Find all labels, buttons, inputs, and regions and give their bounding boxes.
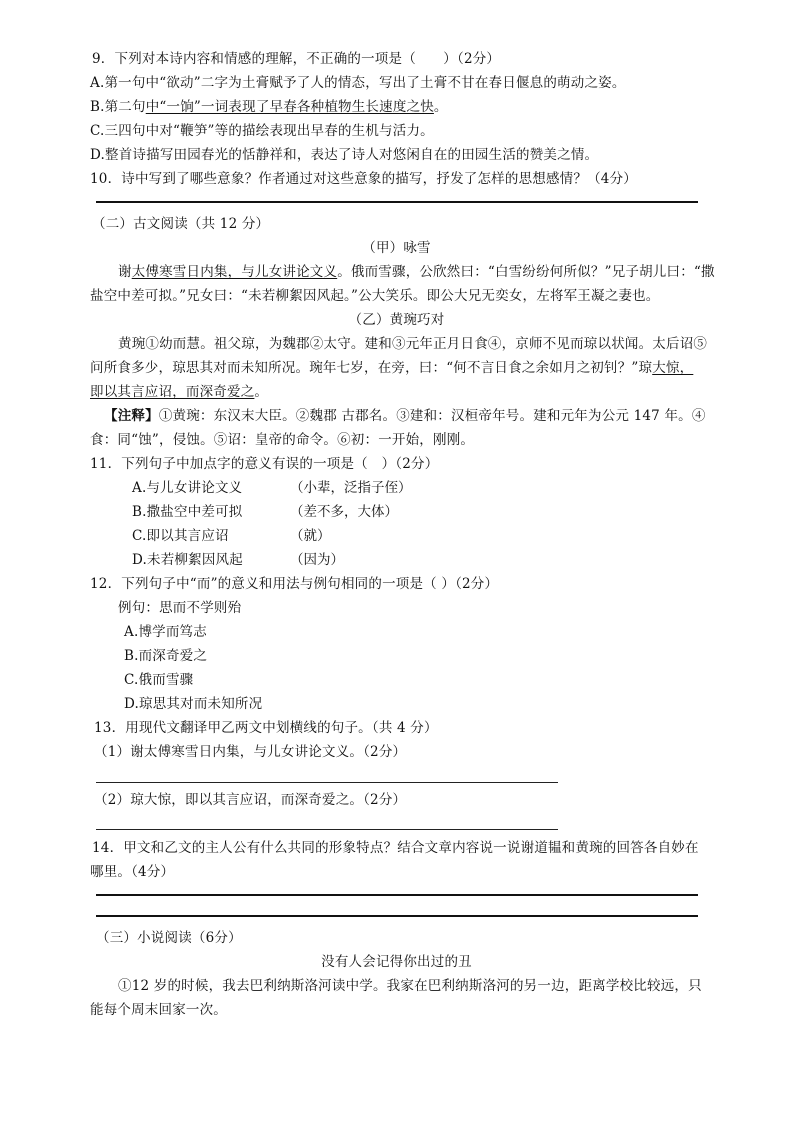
jia-title: （甲）咏雪 [362,240,431,256]
q9-option-c: C.三四句中对“鞭笋”等的描绘表现出早春的生机与活力。 [90,123,434,139]
yi-paragraph-line-2 [90,359,693,377]
q9-option-b-suffix: 。 [433,99,448,115]
q13-stem: 13．用现代文翻译甲乙两文中划横线的句子。（共 4 分） [94,720,438,736]
q9-option-a: A.第一句中“欲动”二字为土膏赋予了人的情态，写出了土膏不甘在春日偃息的萌动之姿。 [90,75,626,91]
q12-example: 例句：思而不学则殆 [118,600,242,616]
jia-line-1-suffix: 。俄而雪骤，公欣然曰：“白雪纷纷何所似？”兄子胡儿曰：“撒 [337,264,715,280]
q11-option-a-gloss: （小辈，泛指子侄） [290,480,412,496]
q9-option-b [90,98,448,116]
story-paragraph-1-line-2: 能每个周末回家一次。 [90,1002,227,1018]
q11-option-c: C.即以其言应诏 [132,528,229,544]
yi-underlined-sentence: 即以其言应诏，而深奇爱之 [90,384,255,400]
q14-answer-line-2 [96,915,698,917]
yi-line-3-suffix: 。 [254,384,269,400]
q12-option-c: C.俄而雪骤 [124,672,194,688]
q12-option-a: A.博学而笃志 [124,624,207,640]
jia-line-1-prefix: 谢 [118,264,132,280]
q13-part-2-answer-line [96,829,558,830]
jia-underlined-sentence: 太傅寒雪日内集，与儿女讲论文义 [131,264,338,280]
q13-part-1-answer-line [96,782,558,783]
q11-option-c-gloss: （就） [290,528,331,544]
yi-title: （乙）黄琬巧对 [348,312,445,328]
q13-part-1: （1）谢太傅寒雪日内集，与儿女讲论文义。（2分） [94,744,407,760]
q9-option-b-underlined: 中“一饷”一词表现了早春各种植物生长速度之快 [145,99,434,115]
q13-part-2: （2）琼大惊，即以其言应诏，而深奇爱之。（2分） [94,792,407,808]
q9-stem: 9．下列对本诗内容和情感的理解，不正确的一项是（ ）（2分） [92,51,501,67]
yi-paragraph-line-1: 黄琬①幼而慧。祖父琼，为魏郡②太守。建和③元年正月日食④，京师不见而琼以状闻。太后诏⑤ [118,336,708,352]
q11-option-b: B.撒盐空中差可拟 [132,504,243,520]
q14-answer-line-1 [96,894,698,896]
q11-option-b-gloss: （差不多，大体） [290,504,398,520]
section2-heading: （二）古文阅读（共 12 分） [92,216,270,232]
q9-option-b-prefix: B.第二句 [90,99,146,115]
yi-line-2-text: 问所食多少，琼思其对而未知所况。琬年七岁，在旁，曰：“何不言日食之余如月之初钊？”琼 [90,360,653,376]
notes-line-1-text: ①黄琬：东汉末大臣。②魏郡 古郡名。③建和：汉桓帝年号。建和元年为公元 147 年。④ [158,408,706,424]
story-title: 没有人会记得你出过的丑 [321,954,472,970]
q12-option-d: D.琼思其对而未知所况 [124,696,263,712]
q14-stem-line-2: 哪里。（4分） [90,864,175,880]
section3-heading: （三）小说阅读（6分） [96,930,242,946]
q11-stem: 11．下列句子中加点字的意义有误的一项是（ ）（2分） [90,456,439,472]
notes-line-1 [104,407,706,425]
notes-line-2: 食：同“蚀”，侵蚀。⑤诏：皇帝的命令。⑥初：一开始，刚刚。 [90,432,475,448]
notes-label: 【注释】 [104,408,159,424]
q11-option-a: A.与儿女讲论文义 [132,480,243,496]
yi-line-2-underlined: 大惊， [652,360,694,376]
story-paragraph-1-line-1: ①12 岁的时候，我去巴利纳斯洛河读中学。我家在巴利纳斯洛河的另一边，距离学校比较远，只 [118,978,702,994]
q12-option-b: B.而深奇爱之 [124,648,208,664]
q9-option-d: D.整首诗描写田园春光的恬静祥和，表达了诗人对悠闲自在的田园生活的赞美之情。 [90,147,599,163]
jia-paragraph-line-2: 盐空中差可拟。”兄女曰：“未若柳絮因风起。”公大笑乐。即公大兄无奕女，左将军王凝之妻也。 [90,288,660,304]
q10-stem: 10．诗中写到了哪些意象？作者通过对这些意象的描写，抒发了怎样的思想感情？（4分） [90,171,637,187]
jia-paragraph-line-1 [118,263,715,281]
q11-option-d: D.未若柳絮因风起 [132,552,243,568]
q11-option-d-gloss: （因为） [290,552,344,568]
yi-paragraph-line-3 [90,383,268,401]
q12-stem: 12．下列句子中“而”的意义和用法与例句相同的一项是（ ）（2分） [90,576,499,592]
q14-stem-line-1: 14．甲文和乙文的主人公有什么共同的形象特点？结合文章内容说一说谢道韫和黄琬的回答各自妙在 [92,840,699,856]
q10-answer-line [96,201,698,203]
